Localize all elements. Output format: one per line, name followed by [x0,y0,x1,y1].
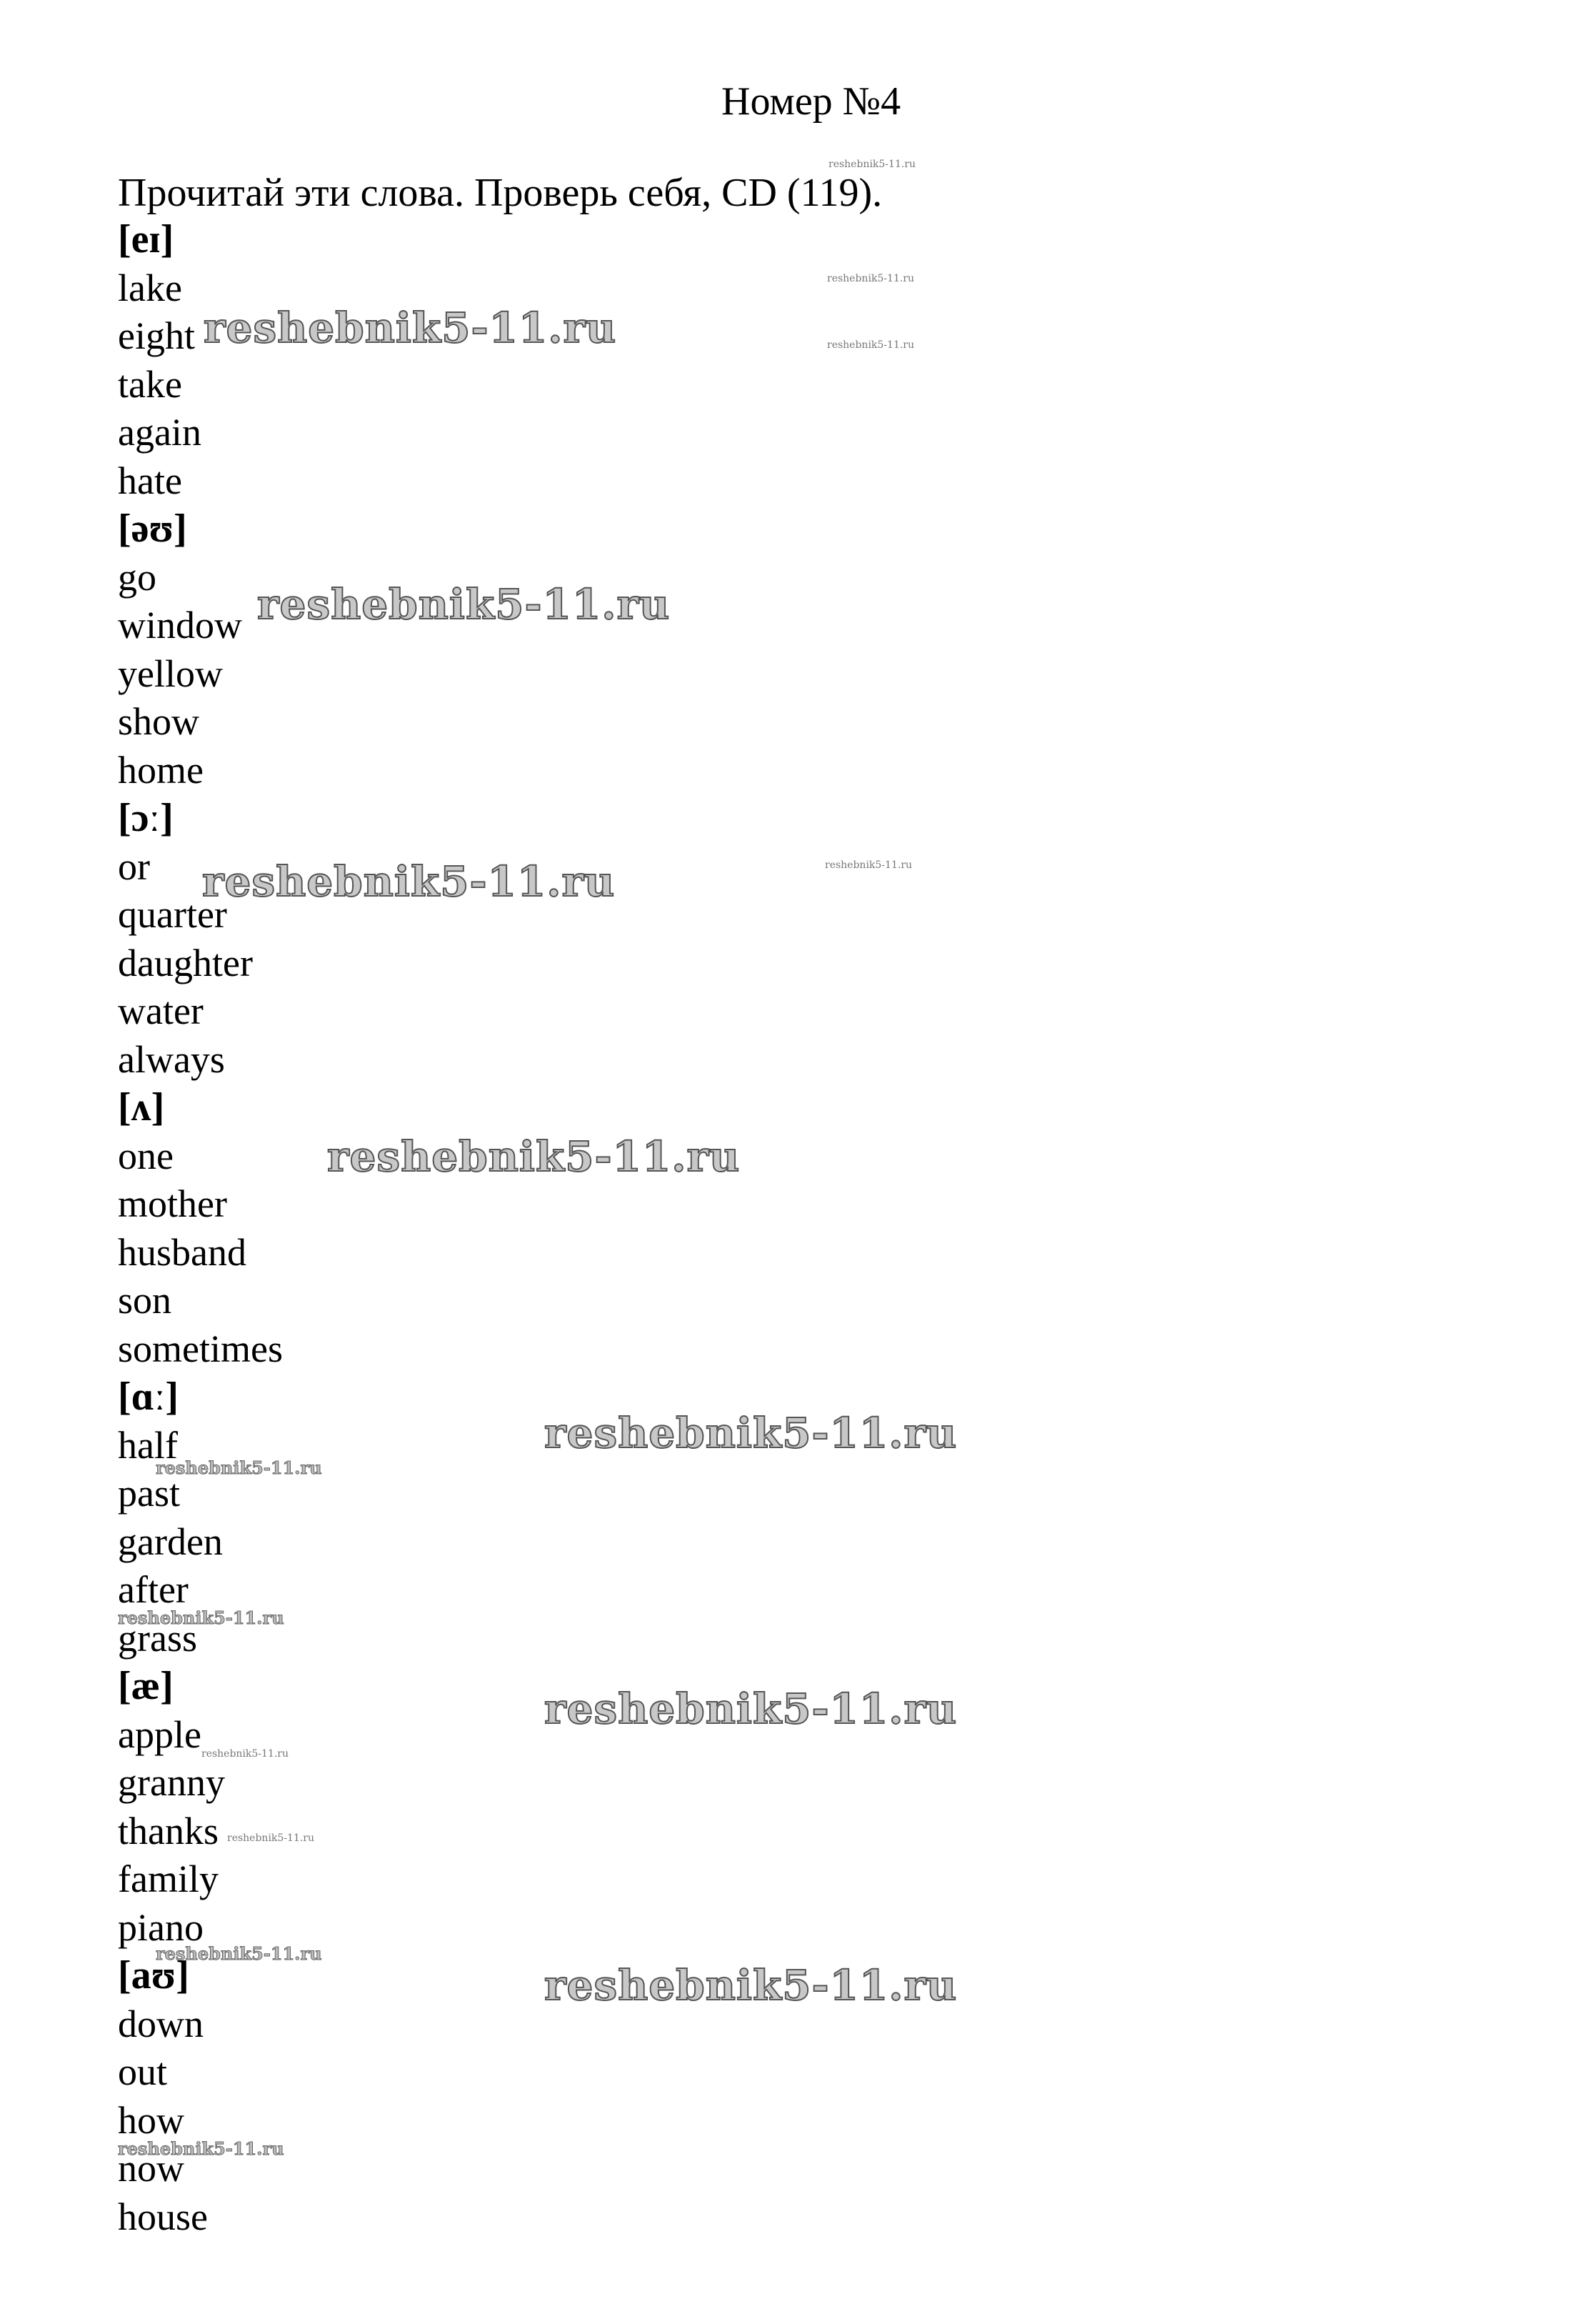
phoneme-heading: [ɔː] [118,796,174,840]
watermark: reshebnik5-11.ru [156,1943,322,1964]
watermark: reshebnik5-11.ru [544,1409,958,1457]
phoneme-heading: [əʊ] [118,507,187,551]
word-item: grass [118,1616,197,1660]
page-title: Номер №4 [721,79,901,124]
watermark: reshebnik5-11.ru [827,339,915,351]
watermark: reshebnik5-11.ru [227,1832,315,1844]
phoneme-heading: [ʌ] [118,1085,165,1129]
phoneme-heading: [ɑː] [118,1375,179,1419]
watermark: reshebnik5-11.ru [544,1961,958,2010]
word-item: thanks [118,1809,219,1852]
word-item: daughter [118,941,253,984]
word-item: one [118,1134,174,1177]
word-item: yellow [118,652,223,695]
watermark: reshebnik5-11.ru [825,859,913,871]
word-item: out [118,2050,168,2093]
word-item: son [118,1279,172,1322]
word-item: quarter [118,893,227,936]
watermark: reshebnik5-11.ru [827,273,915,284]
word-item: sometimes [118,1327,283,1370]
word-item: past [118,1472,180,1515]
word-item: now [118,2147,184,2190]
phoneme-heading: [eɪ] [118,217,174,261]
word-item: eight [118,314,195,357]
word-item: or [118,844,150,888]
word-item: house [118,2195,208,2238]
watermark: reshebnik5-11.ru [156,1457,322,1478]
word-item: go [118,555,156,599]
word-item: always [118,1037,225,1081]
word-item: take [118,362,182,406]
word-list [118,216,283,2241]
word-item: garden [118,1520,223,1563]
word-item: how [118,2098,184,2142]
word-item: apple [118,1712,201,1756]
word-item: lake [118,266,182,309]
watermark: reshebnik5-11.ru [828,159,916,170]
phoneme-heading: [aʊ] [118,1953,189,1998]
watermark: reshebnik5-11.ru [202,857,616,906]
word-item: half [118,1423,178,1467]
instruction-text: Прочитай эти слова. Проверь себя, CD (119). [118,171,883,215]
word-item: window [118,604,242,647]
word-item: after [118,1568,189,1611]
watermark: reshebnik5-11.ru [204,304,617,352]
watermark: reshebnik5-11.ru [201,1748,289,1760]
word-item: water [118,989,204,1032]
word-item: home [118,748,204,792]
watermark: reshebnik5-11.ru [118,1607,284,1628]
word-item: hate [118,459,182,502]
word-item: mother [118,1182,227,1225]
watermark: reshebnik5-11.ru [544,1685,958,1733]
watermark: reshebnik5-11.ru [327,1132,741,1181]
word-item: husband [118,1230,246,1274]
word-item: down [118,2002,204,2045]
watermark: reshebnik5-11.ru [118,2138,284,2159]
word-item: piano [118,1905,204,1949]
word-item: family [118,1857,219,1900]
phoneme-heading: [æ] [118,1664,174,1708]
watermark: reshebnik5-11.ru [257,580,671,629]
word-item: show [118,700,200,743]
word-item: again [118,411,201,454]
word-item: granny [118,1761,225,1804]
